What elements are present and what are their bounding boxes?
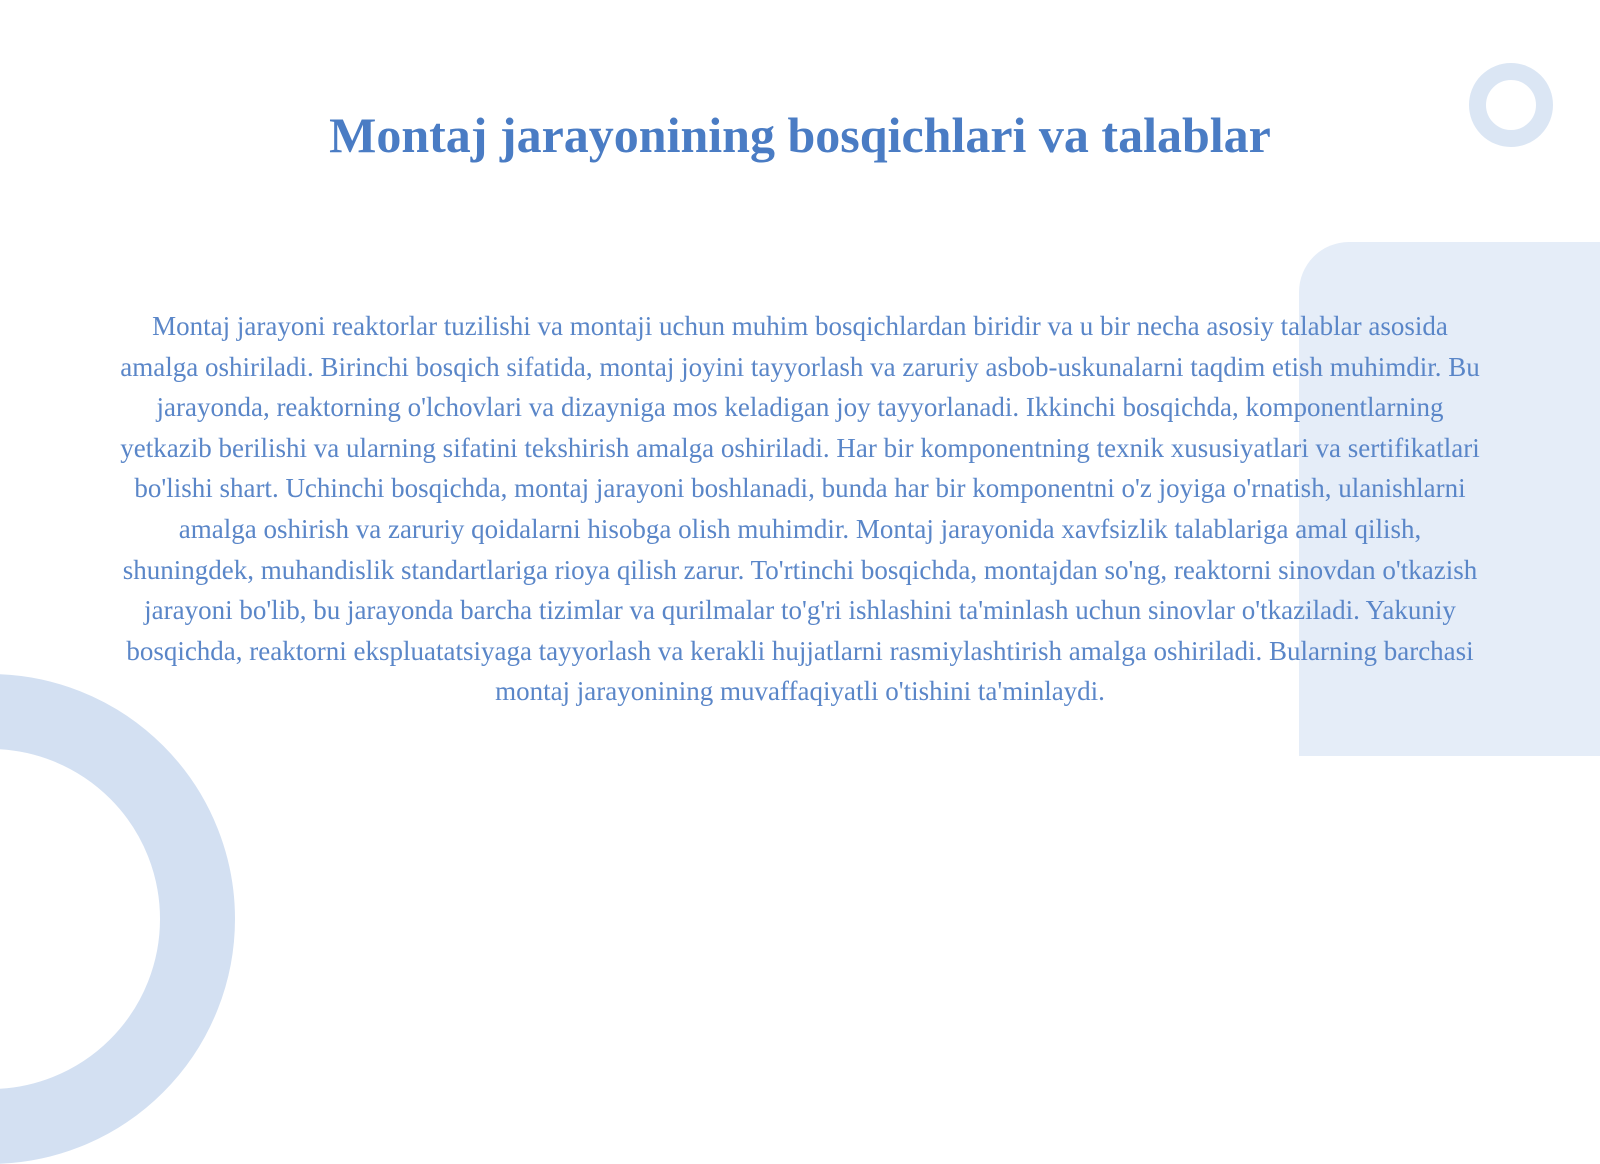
decorative-arc xyxy=(0,674,235,1164)
slide-body-text: Montaj jarayoni reaktorlar tuzilishi va montaji uchun muhim bosqichlardan biridir va u bir necha asosiy talablar asosida amalga oshiriladi. Birinchi bosqich sifatida, montaj joyini tayyorlash va zaruriy asbob-uskunalarni taqdim etish muhimdir. Bu jarayonda, reaktorning o'lchovlari va dizayniga mos keladigan joy tayyorlanadi. Ikkinchi bosqichda, komponentlarning yetkazib berilishi va ularning sifatini tekshirish amalga oshiriladi. Har bir komponentning texnik xususiyatlari va sertifikatlari bo'lishi shart. Uchinchi bosqichda, montaj jarayoni boshlanadi, bunda har bir komponentni o'z joyiga o'rnatish, ulanishlarni amalga oshirish va zaruriy qoidalarni hisobga olish muhimdir. Montaj jarayonida xavfsizlik talablariga amal qilish, shuningdek, muhandislik standartlariga rioya qilish zarur. To'rtinchi bosqichda, montajdan so'ng, reaktorni sinovdan o'tkazish jarayoni bo'lib, bu jarayonda barcha tizimlar va qurilmalar to'g'ri ishlashini ta'minlash uchun sinovlar o'tkaziladi. Yakuniy bosqichda, reaktorni ekspluatatsiyaga tayyorlash va kerakli hujjatlarni rasmiylashtirish amalga oshiriladi. Bularning barchasi montaj jarayonining muvaffaqiyatli o'tishini ta'minlaydi. xyxy=(120,311,1480,707)
slide-title: Montaj jarayonining bosqichlari va talablar xyxy=(329,107,1271,163)
